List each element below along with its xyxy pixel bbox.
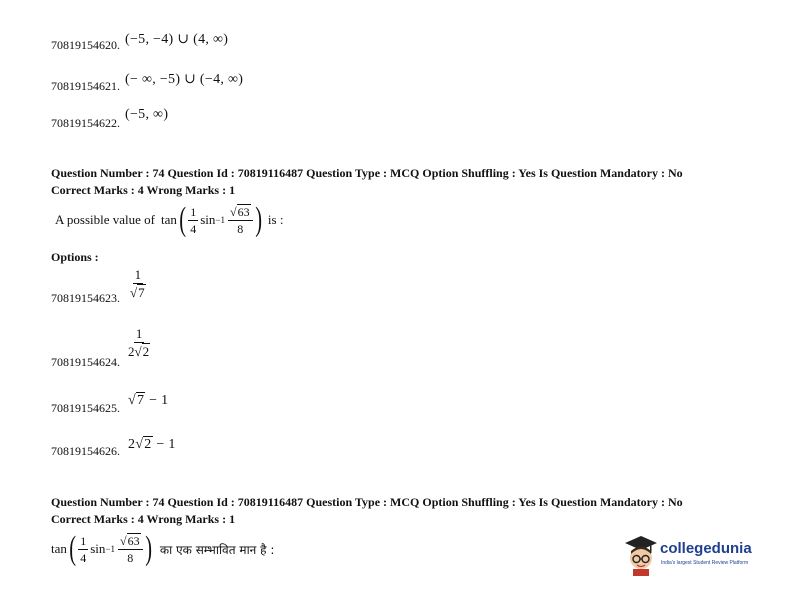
marks-line: Correct Marks : 4 Wrong Marks : 1 (51, 183, 236, 197)
option-value: √7 − 1 (128, 393, 169, 408)
question-header: Question Number : 74 Question Id : 70819116487 Question Type : MCQ Option Shuffling : Yes Is Question Mandatory : No (51, 166, 683, 180)
marks-line: Correct Marks : 4 Wrong Marks : 1 (51, 512, 236, 526)
right-paren: ) (144, 530, 152, 567)
left-paren: ( (179, 201, 186, 238)
question-stem-hindi (51, 529, 274, 569)
sin-fn: sin (90, 541, 106, 556)
fraction-quarter: $\frac{1}{4}$ (190, 204, 197, 236)
option-value: (−5, ∞) (125, 107, 169, 122)
question-stem (55, 200, 283, 240)
sin-fn: sin (200, 212, 216, 227)
collegedunia-logo (624, 534, 764, 576)
option-id: 70819154623. (51, 291, 120, 305)
option-fraction: $\frac{1}{2√2}$ (128, 326, 150, 359)
inverse-exp: −1 (105, 544, 115, 554)
stem-suffix-hindi: का एक सम्भावित मान है : (159, 542, 275, 557)
tan-fn: tan (51, 541, 67, 556)
option-id: 70819154625. (51, 401, 120, 415)
option-id: 70819154621. (51, 79, 120, 93)
fraction-root63: $\frac{√63}{8}$ (118, 535, 143, 564)
option-id: 70819154620. (51, 38, 120, 52)
option-id: 70819154624. (51, 355, 120, 369)
right-paren: ) (254, 201, 262, 238)
fraction-root63: $\frac{√63}{8}$ (228, 206, 253, 235)
question-header: Question Number : 74 Question Id : 70819116487 Question Type : MCQ Option Shuffling : Yes Is Question Mandatory : No (51, 495, 683, 509)
stem-prefix: A possible value of (55, 212, 156, 227)
stem-suffix: is : (267, 212, 284, 227)
tan-fn: tan (161, 212, 177, 227)
option-value: (−5, −4) ∪ (4, ∞) (125, 32, 229, 47)
logo-tagline: India's largest Student Review Platform (661, 560, 749, 566)
option-fraction: $\frac{1}{√7}$ (130, 267, 145, 300)
option-value: (− ∞, −5) ∪ (−4, ∞) (125, 72, 244, 87)
graduate-mascot-icon (624, 534, 658, 576)
option-id: 70819154622. (51, 116, 120, 130)
option-value: 2√2 − 1 (128, 437, 176, 452)
left-paren: ( (69, 530, 76, 567)
option-id: 70819154626. (51, 444, 120, 458)
logo-wordmark: collegedunia (660, 540, 752, 557)
fraction-quarter: $\frac{1}{4}$ (80, 533, 87, 565)
inverse-exp: −1 (215, 215, 225, 225)
options-label: Options : (51, 250, 99, 264)
